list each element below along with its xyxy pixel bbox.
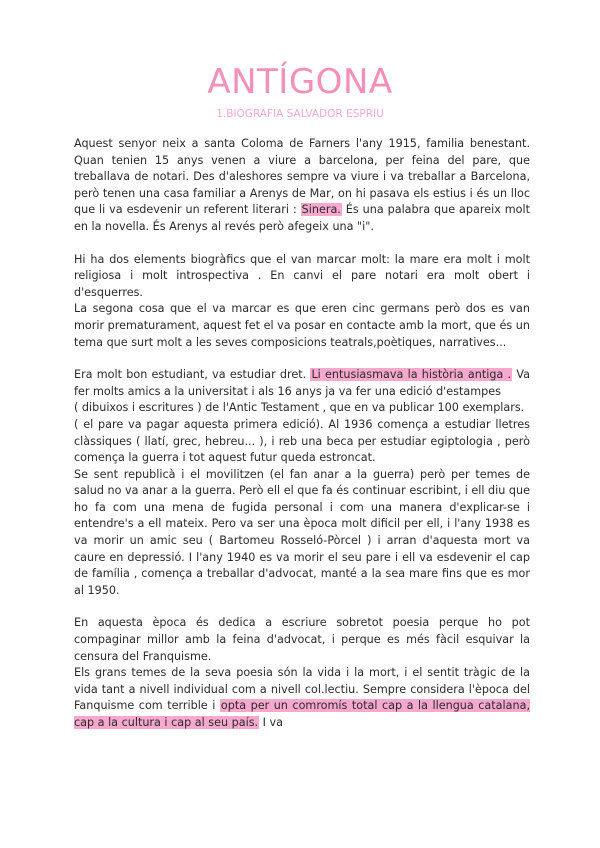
page-title: ANTÍGONA [207,62,393,102]
paragraph-themes [74,665,530,731]
page-subtitle: 1.BIOGRAFIA SALVADOR ESPRIU [216,108,384,120]
paragraph-classics: ( el pare va pagar aquesta primera edició). Al 1936 comença a estudiar lletres clàssiques ( llatí, grec, hebreu... ), i reb una beca per estudiar egiptologia , però comença la guerra i tot aquest futur queda estroncat. [74,417,530,465]
document-body [74,136,530,732]
paragraph-siblings: La segona cosa que el va marcar es que eren cinc germans però dos es van morir prematurament, aquest fet el va posar en contacte amb la mort, que és un tema que surt molt a les seves composicions teatrals,poètiques, narratives... [74,302,530,349]
paragraph-text: I va [259,716,283,729]
paragraph-biography-intro [74,136,530,236]
paragraph-engravings: ( dibuixos i escritures ) de l'Antic Testament , que en va publicar 100 exemplars. [74,401,525,415]
paragraph-parents: Hi ha dos elements biogràfics que el van marcar molt: la mare era molt i molt religiosa i molt introspectiva . En canvi el pare notari era molt obert i d'esquerres. [74,252,530,299]
paragraph-studies [74,367,530,400]
paragraph-text: Aquest senyor neix a santa Coloma de Farners l'any 1915, familia benestant. Quan tenien 15 anys venen a viure a barcelona, per feina del pare, que treballava de notari. Des d'aleshores sempre va viure i va treballar a Barcelona, però tenen una casa familiar a Arenys de Mar, on hi pasava els estius i és un lloc que li va esdevenir un referent literari : [74,137,530,217]
highlighted-text: Sinera. [301,203,341,217]
highlighted-text: Li entusiasmava la història antiga . [311,368,512,382]
paragraph-war: Se sent republicà i el movilitzen (el fan anar a la guerra) però per temes de salud no va anar a la guerra. Però ell el que fa és continuar escribint, i ell diu que ho fa com una mena de fugida personal i com una manera d'explicar-se i entendre's a ell mateix. Pero va ser una època molt dificil per ell, i l'any 1938 es va morir un amic seu ( Bartomeu Rosseló-Pòrcel ) i arran d'aquesta mort va caure en depressió. I l'any 1940 es va morir el seu pare i ell va esdevenir el cap de família , comença a treballar d'advocat, manté a la sea mare fins que es mor al 1950. [74,467,530,597]
paragraph-text: És una palabra que apareix molt en la novella. És Arenys al revés però afegeix una "i". [74,203,530,233]
paragraph-text: Els grans temes de la seva poesia són la vida i la mort, i el sentit tràgic de la vida tant a nivell individual com a nivell col.lectiu. Sempre considera l'època del Fanquisme com terrible i [74,666,530,713]
paragraph-poetry: En aquesta època és dedica a escriure sobretot poesia perque ho pot compaginar millor amb la feina d'advocat, i perque es més fàcil esquivar la censura del Franquisme. [74,616,530,663]
highlighted-text: opta per un comromís total cap a la llengua catalana, cap a la cultura i cap al seu país. [74,699,530,729]
paragraph-text: Va fer molts amics a la universitat i als 16 anys ja va fer una edició d'estampes [74,368,530,398]
paragraph-text: Era molt bon estudiant, va estudiar dret. [74,368,311,382]
